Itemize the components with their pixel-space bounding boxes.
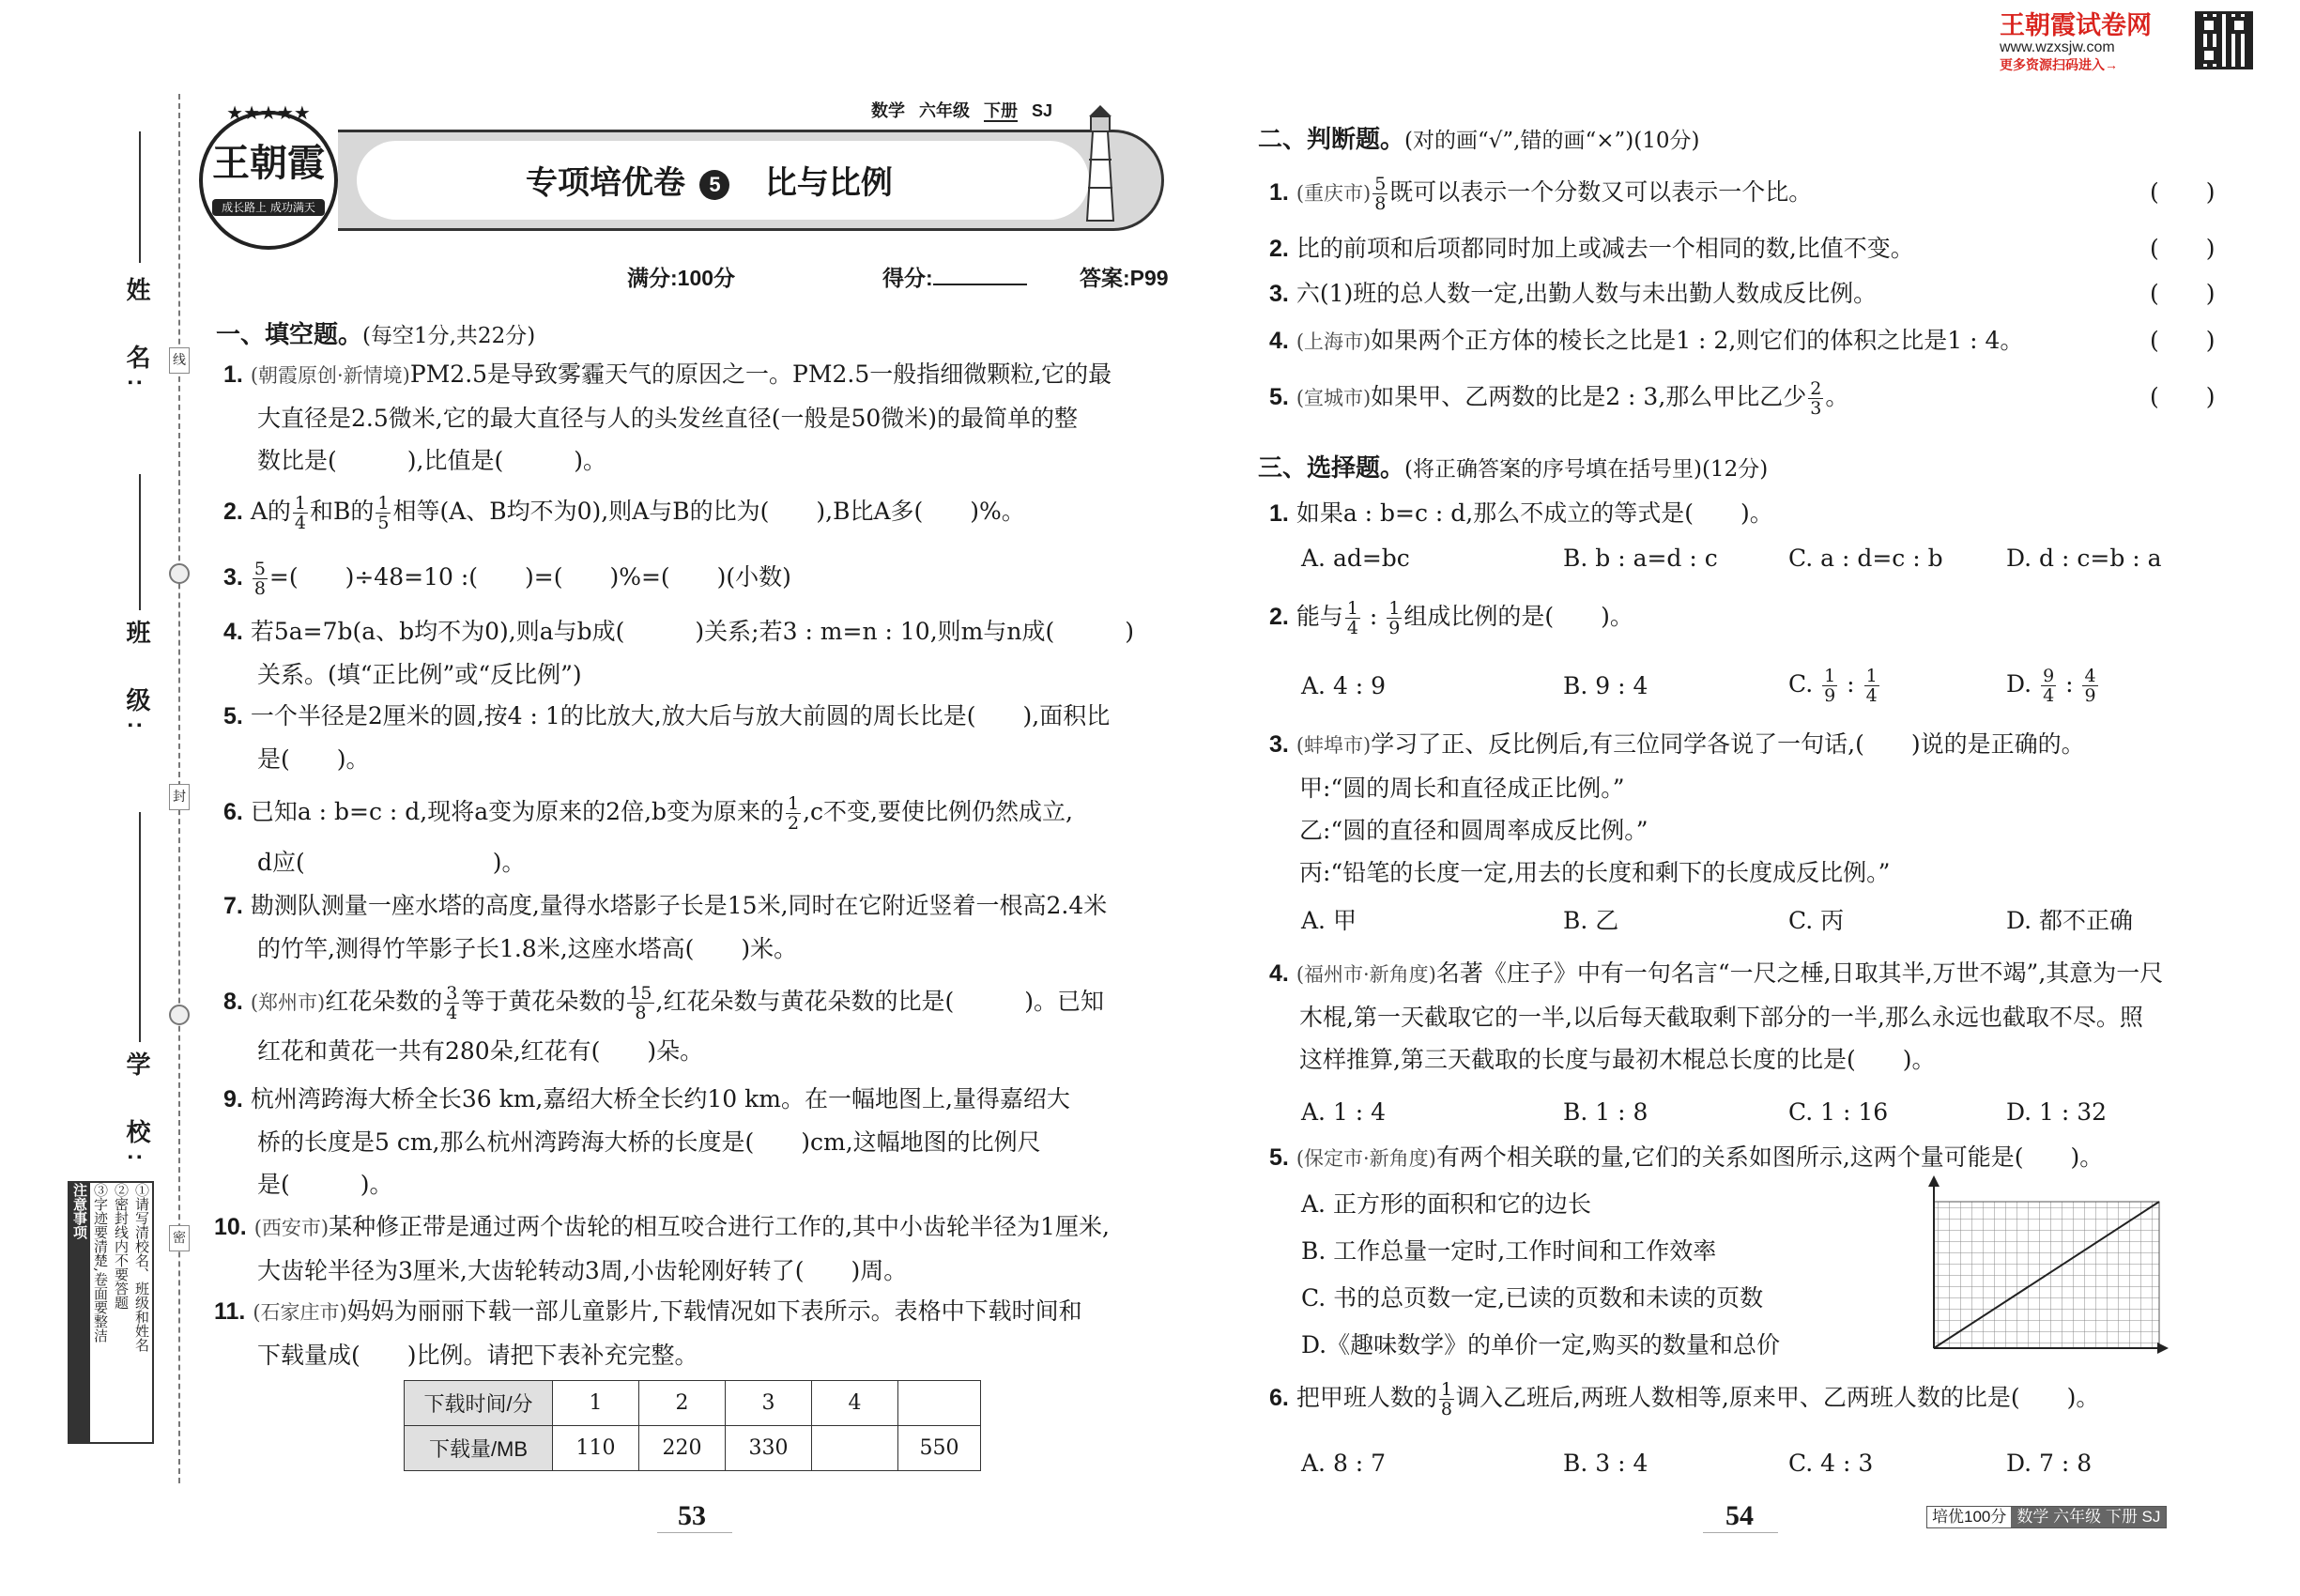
s3-q3-source: (蚌埠市) — [1296, 734, 1372, 757]
title-text: 专项培优卷 — [526, 165, 685, 201]
s1-q11 — [214, 1290, 1082, 1376]
s3-q2-d-frac1-den: 4 — [2043, 685, 2055, 706]
score-blank[interactable] — [933, 284, 1027, 285]
s1-q9-line2: 桥的长度是5 cm,那么杭州湾跨海大桥的长度是( )cm,这幅地图的比例尺 — [257, 1128, 1041, 1156]
logo-slogan: 成长路上 成功满天 — [212, 199, 325, 216]
s2-q1-source: (重庆市) — [1296, 182, 1372, 205]
notice-box — [68, 1181, 154, 1444]
s1-q6-a: 已知a : b=c : d,现将a变为原来的2倍,b变为原来的 — [250, 798, 785, 825]
s3-q2-d-frac1 — [2041, 667, 2056, 705]
s1-q2-a: A的 — [250, 498, 291, 525]
s2-q5-answer[interactable]: ( ) — [2150, 383, 2216, 410]
graph-y-arrow-icon — [1928, 1175, 1940, 1187]
s1-q5-line2: 是( )。 — [257, 745, 370, 773]
s1-q11-line2: 下载量成( )比例。请把下表补充完整。 — [257, 1342, 698, 1369]
s2-q4 — [1269, 319, 2023, 363]
graph-x-arrow-icon — [2157, 1343, 2169, 1354]
s1-q2-frac2-num: 1 — [377, 493, 390, 514]
s1-q2-frac2-den: 5 — [377, 513, 390, 533]
name-line — [139, 131, 141, 263]
header-tags — [871, 98, 1052, 122]
s2-q3-num: 3. — [1269, 281, 1289, 307]
s2-q5-frac-den: 3 — [1810, 398, 1822, 419]
s3-q2-c-frac1 — [1822, 667, 1837, 705]
s2-q2-answer[interactable]: ( ) — [2150, 235, 2216, 262]
s1-q4-line1: 若5a=7b(a、b均不为0),则a与b成( )关系;若3 : m=n : 10,则m与n成( ) — [250, 618, 1134, 645]
s3-q2-option-c[interactable] — [1788, 663, 1881, 705]
logo-stars-icon: ★★★★★ — [226, 101, 311, 124]
s3-q5-option-b[interactable]: B. 工作总量一定时,工作时间和工作效率 — [1301, 1237, 1717, 1265]
s1-q6-b: ,c不变,要使比例仍然成立, — [803, 798, 1073, 825]
s3-q2-b: 组成比例的是( )。 — [1403, 603, 1633, 630]
s1-q6-frac — [786, 794, 801, 833]
s1-q10 — [214, 1205, 1110, 1292]
s2-q1-text: 既可以表示一个分数又可以表示一个比。 — [1389, 178, 1813, 206]
section3-note: (将正确答案的序号填在括号里)(12分) — [1404, 457, 1769, 482]
seal-mark-feng: 封 — [169, 784, 190, 810]
logo-name: 王朝霞 — [212, 141, 325, 185]
s2-q1-num: 1. — [1269, 179, 1289, 206]
brand-logo — [2000, 11, 2152, 73]
s2-q3-answer[interactable]: ( ) — [2150, 280, 2216, 307]
s3-q1 — [1269, 492, 1773, 535]
s3-q3 — [1269, 723, 2085, 894]
s1-q9 — [223, 1078, 1070, 1205]
s3-q4-line1: 名著《庄子》中有一句名言“一尺之棰,日取其半,万世不竭”,其意为一尺 — [1435, 959, 2164, 987]
s3-q6 — [1269, 1376, 2099, 1420]
s1-q8-b: 等于黄花朵数的 — [461, 988, 626, 1015]
s3-q2-c-frac2-den: 4 — [1865, 685, 1878, 706]
s2-q5-source: (宣城市) — [1296, 387, 1372, 409]
section3-heading: 三、选择题。 — [1258, 453, 1405, 482]
s3-q2-a: 能与 — [1296, 603, 1343, 630]
s3-q6-option-d[interactable]: D. 7 : 8 — [2006, 1450, 2093, 1477]
s1-q6-num: 6. — [223, 799, 243, 825]
s3-q4 — [1269, 952, 2163, 1081]
section3-title — [1258, 449, 1768, 483]
s3-q2-c-frac1-den: 9 — [1824, 685, 1836, 706]
s3-q4-line2: 木棍,第一天截取它的一半,以后每天截取剩下部分的一半,那么永远也截取不尽。照 — [1299, 1004, 2143, 1031]
s1-q3 — [223, 556, 791, 599]
s1-q1-num: 1. — [223, 361, 243, 388]
s1-q11-line1: 妈妈为丽丽下载一部儿童影片,下载情况如下表所示。表格中下载时间和 — [346, 1297, 1082, 1325]
s3-q1-num: 1. — [1269, 500, 1289, 527]
title-number: 5 — [699, 170, 729, 200]
s3-q2-option-d-label: D. — [2006, 670, 2032, 698]
s1-q11-source: (石家庄市) — [253, 1301, 347, 1324]
s1-q1 — [223, 353, 1112, 482]
s3-q3-statement-2: 乙:“圆的直径和圆周率成反比例。” — [1299, 817, 1648, 844]
table-cell: 550 — [898, 1426, 981, 1471]
download-table — [404, 1380, 981, 1471]
s3-q5-source: (保定市·新角度) — [1296, 1147, 1436, 1170]
s3-q3-statement-1: 甲:“圆的周长和直径成正比例。” — [1299, 775, 1625, 802]
s2-q5-frac — [1808, 379, 1823, 418]
s2-q2-text: 比的前项和后项都同时加上或减去一个相同的数,比值不变。 — [1296, 235, 1914, 262]
s1-q8-frac1-den: 4 — [446, 1003, 458, 1023]
table-cell: 110 — [553, 1426, 639, 1471]
s3-q2-frac2-den: 9 — [1388, 618, 1401, 638]
s1-q10-line1: 某种修正带是通过两个齿轮的相互咬合进行工作的,其中小齿轮半径为1厘米, — [329, 1213, 1110, 1240]
lighthouse-icon — [1080, 103, 1121, 225]
s1-q8-a: 红花朵数的 — [325, 988, 443, 1015]
s1-q2-c: 相等(A、B均不为0),则A与B的比为( ),B比A多( )%。 — [392, 498, 1025, 525]
s1-q1-source: (朝霞原创·新情境) — [250, 364, 410, 387]
score-label — [882, 261, 1027, 292]
tag-volume: 下册 — [984, 101, 1019, 120]
table-cell: 330 — [726, 1426, 812, 1471]
section1-note: (每空1分,共22分) — [362, 324, 536, 348]
s1-q5-num: 5. — [223, 703, 243, 729]
section1-title — [216, 315, 535, 350]
s3-q1-option-b[interactable]: B. b : a=d : c — [1563, 545, 1718, 572]
s3-q2-option-d[interactable] — [2006, 663, 2100, 705]
s3-q5-option-a[interactable]: A. 正方形的面积和它的边长 — [1301, 1190, 1591, 1218]
s2-q5 — [1269, 376, 1848, 420]
page-number-left: 53 — [678, 1500, 706, 1531]
s2-q1-frac-num: 5 — [1374, 174, 1387, 194]
s3-q3-statement-3: 丙:“铅笔的长度一定,用去的长度和剩下的长度成反比例。” — [1299, 859, 1891, 886]
seal-mark-mi: 密 — [169, 1225, 190, 1251]
name-label: 姓 名: — [123, 277, 151, 396]
s3-q6-b: 调入乙班后,两班人数相等,原来甲、乙两班人数的比是( )。 — [1455, 1384, 2100, 1411]
s3-q2-d-frac2-den: 9 — [2084, 685, 2096, 706]
binding-hole-1 — [169, 563, 190, 584]
table-row — [405, 1426, 981, 1471]
s3-q2-num: 2. — [1269, 604, 1289, 630]
s3-q4-source: (福州市·新角度) — [1296, 963, 1436, 986]
s3-q6-frac-num: 1 — [1440, 1379, 1452, 1400]
s2-q2 — [1269, 227, 1914, 270]
s1-q8-line2: 红花和黄花一共有280朵,红花有( )朵。 — [257, 1037, 704, 1065]
s1-q5 — [223, 695, 1110, 780]
s3-q6-option-b[interactable]: B. 3 : 4 — [1563, 1450, 1648, 1477]
score-text: 得分: — [882, 266, 933, 290]
s3-q2-option-a[interactable]: A. 4 : 9 — [1301, 672, 1387, 699]
s3-q2-d-frac2-num: 4 — [2084, 666, 2096, 686]
section2-note: (对的画“√”,错的画“×”)(10分) — [1404, 129, 1700, 153]
s1-q4 — [223, 610, 1134, 696]
s1-q2-frac1 — [293, 494, 308, 532]
s1-q9-line1: 杭州湾跨海大桥全长36 km,嘉绍大桥全长约10 km。在一幅地图上,量得嘉绍大 — [250, 1085, 1070, 1113]
s1-q8-frac1-num: 3 — [446, 983, 458, 1004]
s2-q1-frac — [1372, 175, 1388, 213]
s1-q7 — [223, 884, 1107, 970]
page-number-left-swirl — [657, 1532, 732, 1533]
s1-q3-frac-den: 8 — [253, 578, 266, 599]
s3-q3-option-b[interactable]: B. 乙 — [1563, 907, 1619, 934]
s1-q8-frac2 — [627, 984, 653, 1022]
table-cell: 下载量/MB — [405, 1426, 553, 1471]
s3-q5-text: 有两个相关联的量,它们的关系如图所示,这两个量可能是( )。 — [1435, 1143, 2104, 1171]
footer-badge — [1926, 1506, 2167, 1528]
s3-q3-option-a[interactable]: A. 甲 — [1301, 907, 1357, 934]
s3-q5-option-d[interactable]: D.《趣味数学》的单价一定,购买的数量和总价 — [1301, 1331, 1781, 1358]
s3-q1-option-d[interactable]: D. d : c=b : a — [2006, 545, 2162, 572]
s2-q5-num: 5. — [1269, 384, 1289, 410]
s1-q8 — [223, 980, 1104, 1072]
s3-q2-d-frac2 — [2082, 667, 2097, 705]
page-title — [526, 160, 893, 207]
qr-code-icon[interactable] — [2195, 11, 2253, 69]
s3-q1-option-c[interactable]: C. a : d=c : b — [1788, 545, 1943, 572]
s1-q8-source: (郑州市) — [250, 991, 326, 1014]
full-score: 满分:100分 — [627, 266, 736, 290]
page-number-right-swirl — [1703, 1532, 1778, 1533]
s3-q3-option-c[interactable]: C. 丙 — [1788, 907, 1845, 934]
s3-q2-option-b[interactable]: B. 9 : 4 — [1563, 672, 1648, 699]
footer-badge-label: 培优100分 — [1932, 1508, 2007, 1526]
s1-q1-line3: 数比是( ),比值是( )。 — [257, 447, 606, 474]
table-cell: 1 — [553, 1381, 639, 1426]
s3-q2-c-frac2 — [1864, 667, 1879, 705]
binding-hole-2 — [169, 1005, 190, 1025]
table-cell-blank[interactable] — [812, 1426, 898, 1471]
s3-q2-frac2-num: 1 — [1388, 598, 1401, 619]
s1-q6 — [223, 790, 1073, 883]
s1-q3-num: 3. — [223, 564, 243, 591]
s3-q2-frac1 — [1345, 599, 1360, 637]
s2-q4-answer[interactable]: ( ) — [2150, 327, 2216, 354]
s1-q7-num: 7. — [223, 893, 243, 919]
notice-title: 注意事项 — [69, 1183, 90, 1442]
answer-ref: 答案:P99 — [1080, 266, 1169, 290]
school-label: 学 校: — [123, 1051, 151, 1171]
s1-q3-frac-num: 5 — [253, 559, 266, 579]
s1-q1-line2: 大直径是2.5微米,它的最大直径与人的头发丝直径(一般是50微米)的最简单的整 — [257, 405, 1079, 432]
title-subject: 比与比例 — [764, 165, 893, 201]
s3-q2-option-c-label: C. — [1788, 670, 1814, 698]
table-cell: 3 — [726, 1381, 812, 1426]
section2-heading: 二、判断题。 — [1258, 125, 1405, 153]
s2-q4-text: 如果两个正方体的棱长之比是1 : 2,则它们的体积之比是1 : 4。 — [1371, 327, 2024, 354]
tag-grade: 六年级 — [919, 101, 971, 120]
s3-q6-a: 把甲班人数的 — [1296, 1384, 1437, 1411]
s3-q1-text: 如果a : b=c : d,那么不成立的等式是( )。 — [1296, 499, 1773, 527]
s1-q8-frac1 — [444, 984, 459, 1022]
s3-q2-frac1-num: 1 — [1346, 598, 1358, 619]
notice-item-2: ②密封线内不要答题 — [113, 1183, 130, 1310]
s2-q4-num: 4. — [1269, 328, 1289, 354]
s3-q5-num: 5. — [1269, 1144, 1289, 1171]
s3-q5-option-c[interactable]: C. 书的总页数一定,已读的页数和未读的页数 — [1301, 1284, 1764, 1312]
s1-q11-num: 11. — [214, 1298, 246, 1325]
s1-q10-num: 10. — [214, 1214, 247, 1240]
s2-q5-text: 如果甲、乙两数的比是2 : 3,那么甲比乙少 — [1371, 383, 1807, 410]
s3-q6-frac-den: 8 — [1440, 1399, 1452, 1420]
s2-q3-text: 六(1)班的总人数一定,出勤人数与未出勤人数成反比例。 — [1296, 280, 1878, 307]
s3-q2-c-frac2-num: 1 — [1865, 666, 1878, 686]
s1-q2-frac1-num: 1 — [294, 493, 306, 514]
table-cell-blank[interactable] — [898, 1381, 981, 1426]
section1-heading: 一、填空题。 — [216, 320, 363, 348]
table-cell: 220 — [639, 1426, 726, 1471]
s1-q6-line2: d应( )。 — [257, 849, 526, 876]
s3-q2-d-frac1-num: 9 — [2043, 666, 2055, 686]
s3-q4-option-a[interactable]: A. 1 : 4 — [1301, 1098, 1387, 1126]
s3-q3-option-d[interactable]: D. 都不正确 — [2006, 907, 2134, 934]
class-line — [139, 474, 141, 610]
s1-q8-frac2-den: 8 — [635, 1003, 647, 1023]
s1-q2-frac1-den: 4 — [294, 513, 306, 533]
footer-badge-tail: 数学 六年级 下册 SJ — [2011, 1507, 2166, 1527]
s1-q2-frac2 — [376, 494, 391, 532]
tag-subject: 数学 — [871, 101, 905, 120]
s3-q3-num: 3. — [1269, 731, 1289, 758]
seal-mark-xian: 线 — [169, 347, 190, 374]
s1-q8-num: 8. — [223, 989, 243, 1015]
s1-q3-frac — [253, 560, 268, 598]
s3-q4-num: 4. — [1269, 960, 1289, 987]
section2-title — [1258, 120, 1699, 155]
s3-q1-option-a[interactable]: A. ad=bc — [1301, 545, 1410, 572]
table-cell: 2 — [639, 1381, 726, 1426]
brand-name: 王朝霞试卷网 — [2000, 11, 2152, 39]
s3-q2-d-colon: : — [2058, 670, 2081, 698]
brand-site: www.wzxsjw.com — [2000, 39, 2115, 55]
s1-q2-b: 和B的 — [309, 498, 375, 525]
s3-q6-option-c[interactable]: C. 4 : 3 — [1788, 1450, 1874, 1477]
table-cell: 下载时间/分 — [405, 1381, 553, 1426]
s1-q7-line2: 的竹竿,测得竹竿影子长1.8米,这座水塔高( )米。 — [257, 935, 798, 962]
s3-q4-option-b[interactable]: B. 1 : 8 — [1563, 1098, 1648, 1126]
s1-q5-line1: 一个半径是2厘米的圆,按4 : 1的比放大,放大后与放大前圆的周长比是( ),面积比 — [250, 702, 1111, 729]
s1-q7-line1: 勘测队测量一座水塔的高度,量得水塔影子长是15米,同时在它附近竖着一根高2.4米 — [250, 892, 1108, 919]
s2-q4-source: (上海市) — [1296, 330, 1372, 353]
s2-q1 — [1269, 171, 1812, 215]
s1-q8-c: ,红花朵数与黄花朵数的比是( )。已知 — [655, 988, 1104, 1015]
notice-item-3: ③字迹要清楚,卷面要整洁 — [92, 1183, 109, 1343]
table-row — [405, 1381, 981, 1426]
s3-q2 — [1269, 595, 1633, 638]
s1-q3-text: =( )÷48=10 :( )=( )%=( )(小数) — [268, 563, 791, 591]
s1-q4-line2: 关系。(填“正比例”或“反比例”) — [257, 661, 582, 688]
s2-q1-answer[interactable]: ( ) — [2150, 178, 2216, 206]
school-line — [139, 812, 141, 1042]
s1-q10-line2: 大齿轮半径为3厘米,大齿轮转动3周,小齿轮刚好转了( )周。 — [257, 1257, 908, 1284]
s3-q4-option-d[interactable]: D. 1 : 32 — [2006, 1098, 2108, 1126]
s1-q6-frac-den: 2 — [788, 813, 800, 834]
s1-q6-frac-num: 1 — [788, 793, 800, 814]
s1-q10-source: (西安市) — [253, 1217, 330, 1239]
class-label: 班 级: — [123, 620, 151, 739]
s1-q4-num: 4. — [223, 619, 243, 645]
relation-graph — [1915, 1174, 2169, 1361]
s3-q3-text: 学习了正、反比例后,有三位同学各说了一句话,( )说的是正确的。 — [1371, 730, 2085, 758]
s2-q3 — [1269, 272, 1877, 315]
s3-q4-line3: 这样推算,第三天截取的长度与最初木棍总长度的比是( )。 — [1299, 1046, 1936, 1073]
s1-q2 — [223, 490, 1025, 533]
s3-q2-c-frac1-num: 1 — [1824, 666, 1836, 686]
s3-q2-frac1-den: 4 — [1346, 618, 1358, 638]
s2-q1-frac-den: 8 — [1374, 193, 1387, 214]
s3-q2-c-colon: : — [1839, 670, 1863, 698]
s2-q2-num: 2. — [1269, 236, 1289, 262]
s1-q9-line3: 是( )。 — [257, 1171, 393, 1198]
page-number-right: 54 — [1725, 1500, 1754, 1531]
s3-q2-frac2 — [1387, 599, 1402, 637]
notice-item-1: ①请写清校名、班级和姓名 — [133, 1183, 150, 1352]
s3-q6-option-a[interactable]: A. 8 : 7 — [1301, 1450, 1387, 1477]
logo-badge — [199, 101, 338, 250]
s1-q1-line1: PM2.5是导致雾霾天气的原因之一。PM2.5一般指细微颗粒,它的最 — [409, 361, 1112, 388]
s3-q2-colon: : — [1361, 603, 1386, 630]
s1-q2-num: 2. — [223, 499, 243, 525]
s3-q6-frac — [1439, 1380, 1454, 1419]
table-cell: 4 — [812, 1381, 898, 1426]
s1-q8-frac2-num: 15 — [629, 983, 652, 1004]
brand-more: 更多资源扫码进入→ — [2000, 57, 2118, 72]
s2-q5-frac-num: 2 — [1810, 378, 1822, 399]
s3-q4-option-c[interactable]: C. 1 : 16 — [1788, 1098, 1889, 1126]
s1-q9-num: 9. — [223, 1086, 243, 1113]
tag-edition: SJ — [1032, 101, 1053, 120]
s2-q5-end: 。 — [1825, 383, 1849, 410]
s3-q6-num: 6. — [1269, 1385, 1289, 1411]
